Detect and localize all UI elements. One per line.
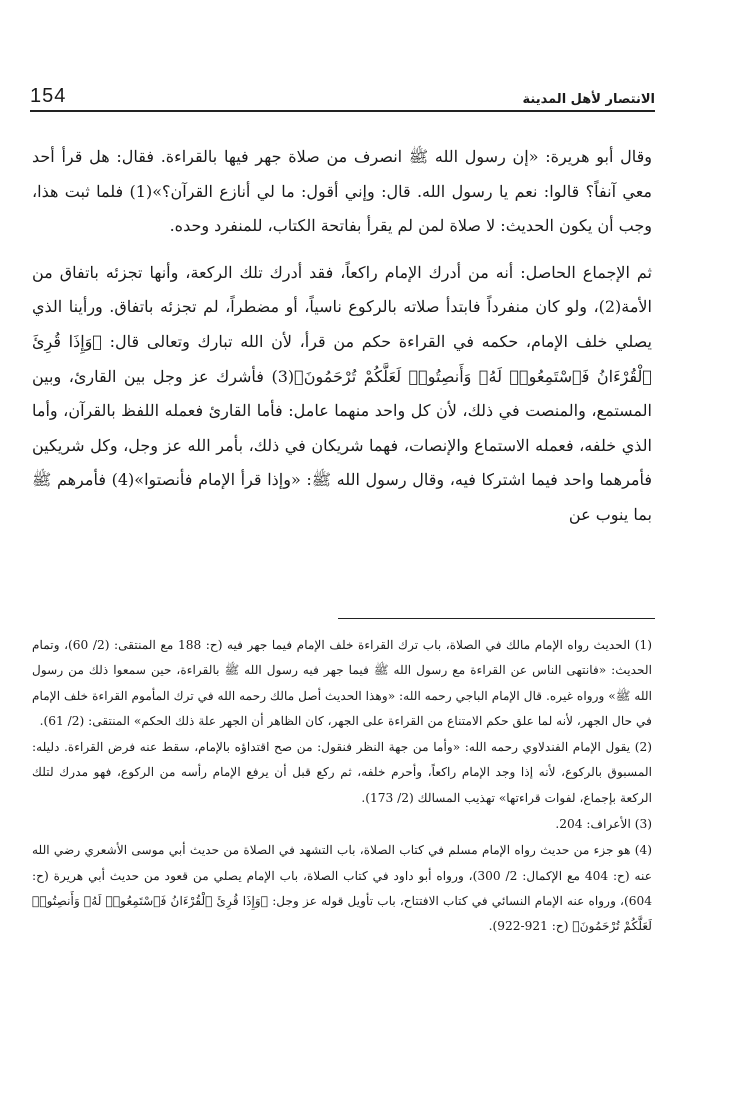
footnotes	[32, 632, 652, 940]
footnote-2: (2) يقول الإمام الفندلاوي رحمه الله: «وأما من جهة النظر فنقول: من صح اقتداؤه بالإمام، سقط عنه فرض القراءة. دليله: المسبوق بالركوع، لأنه إذا وجد الإمام راكعاً، وأحرم خلفه، ثم ركع قبل أن يرفع الإمام رأسه من الركوع، فهو مدرك لتلك الركعة بإجماع، لفوات قراءتها» تهذيب المسالك (2/ 173).	[32, 740, 652, 805]
paragraph-2: ثم الإجماع الحاصل: أنه من أدرك الإمام راكعاً، فقد أدرك تلك الركعة، وأنها تجزئه باتفاق من الأمة(2)، ولو كان منفرداً فابتدأ صلاته بالركوع ناسياً، أو مضطراً، لم تجزئه باتفاق. ورأينا الذي يصلي خلف الإمام، حكمه في القراءة حكم من قرأ، لأن الله تبارك وتعالى قال: ﴿وَإِذَا قُرِئَ ٱلْقُرْءَانُ فَٱسْتَمِعُوا۟ لَهُۥ وَأَنصِتُوا۟ لَعَلَّكُمْ تُرْحَمُونَ﴾(3) فأشرك عز وجل بين القارئ، وبين المستمع، والمنصت في ذلك، لأن كل واحد منهما عامل: فأما القارئ فعمله اللفظ بالقرآن، وأما الذي خلفه، فعمله الاستماع والإنصات، فهما شريكان في ذلك، بأمر الله عز وجل، وكل شريكين فأمرهما واحد فيما اشتركا فيه، وقال رسول الله ﷺ: «وإذا قرأ الإمام فأنصتوا»(4) فأمرهم ﷺ بما ينوب عن	[32, 262, 653, 524]
footnote-1: (1) الحديث رواه الإمام مالك في الصلاة، باب ترك القراءة خلف الإمام فيما جهر فيه (ح: 188 مع المنتقى: (2/ 60)، وتمام الحديث: «فانتهى الناس عن القراءة مع رسول الله ﷺ فيما جهر فيه رسول الله ﷺ بالقراءة، حين سمعوا ذلك من رسول الله ﷺ» ورواه غيره. قال الإمام الباجي رحمه الله: «وهذا الحديث أصل مالك رحمه الله في ترك المأموم القراءة خلف الإمام في حال الجهر، لأنه لما علق حكم الامتناع من القراءة على الجهر، كان الظاهر أن الجهر علة ذلك الحكم» المنتقى: (2/ 61).	[32, 638, 653, 728]
footnote-4: (4) هو جزء من حديث رواه الإمام مسلم في كتاب الصلاة، باب التشهد في الصلاة من حديث أبي موسى الأشعري رضي الله عنه (ح: 404 مع الإكمال: 2/ 300)، ورواه أبو داود في كتاب الصلاة، باب الإمام يصلي من قعود من حديث أبي هريرة (ح: 604)، ورواه عنه الإمام النسائي في كتاب الافتتاح، باب تأويل قوله عز وجل: ﴿وَإِذَا قُرِئَ ٱلْقُرْءَانُ فَٱسْتَمِعُوا۟ لَهُۥ وَأَنصِتُوا۟ لَعَلَّكُمْ تُرْحَمُونَ﴾ (ح: 921-922).	[32, 843, 653, 934]
footnote-3: (3) الأعراف: 204.	[555, 817, 652, 832]
footnote-separator	[338, 618, 655, 619]
page-header	[30, 84, 655, 112]
main-text	[32, 140, 652, 533]
running-title: الانتصار لأهل المدينة	[522, 92, 655, 107]
paragraph-1: وقال أبو هريرة: «إن رسول الله ﷺ انصرف من صلاة جهر فيها بالقراءة. فقال: هل قرأ أحد معي آنفاً؟ قالوا: نعم يا رسول الله. قال: وإني أقول: ما لي أنازع القرآن؟»(1) فلما ثبت هذا، وجب أن يكون الحديث: لا صلاة لمن لم يقرأ بفاتحة الكتاب، للمنفرد وحده.	[32, 147, 652, 236]
page-number: 154	[30, 85, 67, 107]
